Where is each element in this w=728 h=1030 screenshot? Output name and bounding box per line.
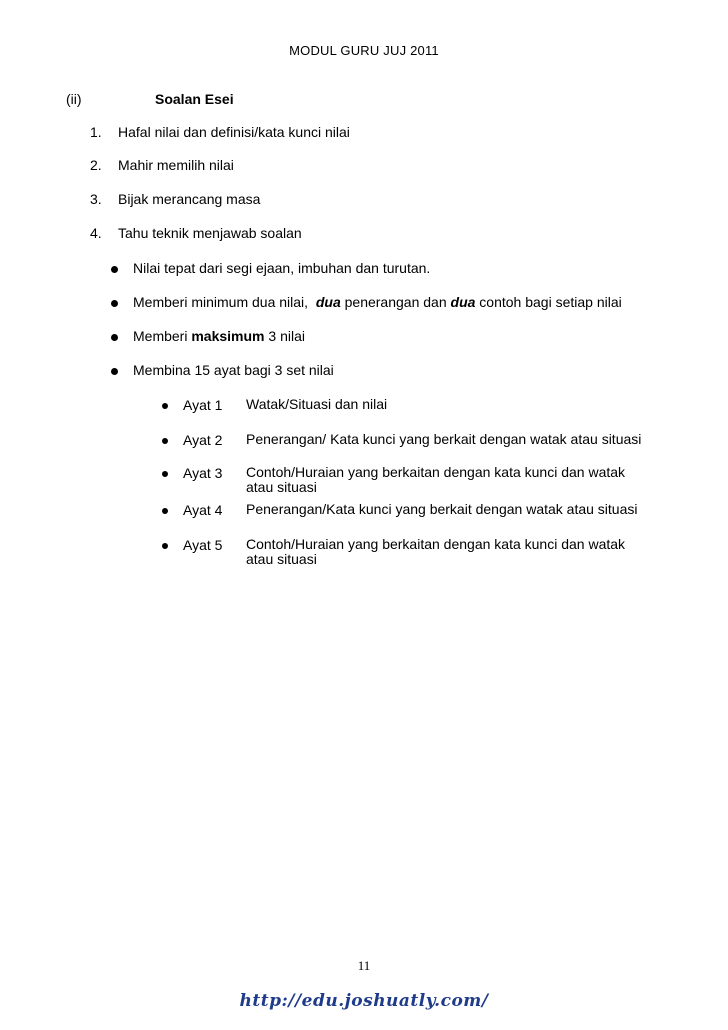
ayat-description: Contoh/Huraian yang berkaitan dengan kata kunci dan watak atau situasi [246, 464, 626, 495]
bullet-text-part: 3 nilai [268, 328, 305, 344]
ayat-description: Penerangan/Kata kunci yang berkait dengan watak atau situasi [246, 501, 638, 517]
list-number: 3. [90, 191, 102, 207]
ayat-description: Contoh/Huraian yang berkaitan dengan kata kunci dan watak atau situasi [246, 536, 626, 567]
bullet-icon [111, 368, 118, 375]
ayat-label: Ayat 2 [183, 432, 223, 448]
ayat-label: Ayat 5 [183, 537, 223, 553]
bullet-text: Membina 15 ayat bagi 3 set nilai [133, 362, 334, 378]
list-text: Bijak merancang masa [118, 191, 261, 207]
ayat-description: Watak/Situasi dan nilai [246, 396, 388, 412]
ayat-label: Ayat 3 [183, 465, 223, 481]
ayat-label: Ayat 1 [183, 397, 223, 413]
bullet-icon [162, 543, 168, 549]
list-text: Tahu teknik menjawab soalan [118, 225, 302, 241]
list-text: Mahir memilih nilai [118, 157, 234, 173]
bullet-text-part: penerangan dan [344, 294, 447, 310]
bullet-icon [111, 300, 118, 307]
bullet-emphasis: maksimum [191, 328, 265, 344]
bullet-text-part: contoh bagi setiap nilai [479, 294, 622, 310]
list-number: 1. [90, 124, 102, 140]
bullet-icon [162, 508, 168, 514]
page-header: MODUL GURU JUJ 2011 [289, 43, 439, 58]
bullet-icon [162, 471, 168, 477]
ayat-description: Penerangan/ Kata kunci yang berkait dengan watak atau situasi [246, 431, 642, 447]
bullet-icon [111, 266, 118, 273]
bullet-emphasis: dua [315, 294, 341, 310]
section-title: Soalan Esei [155, 91, 234, 107]
bullet-text [133, 328, 305, 345]
bullet-emphasis: dua [450, 294, 476, 310]
bullet-icon [162, 403, 168, 409]
list-text: Hafal nilai dan definisi/kata kunci nilai [118, 124, 350, 140]
list-number: 4. [90, 225, 102, 241]
section-number: (ii) [66, 91, 82, 107]
bullet-text: Nilai tepat dari segi ejaan, imbuhan dan turutan. [133, 260, 431, 276]
ayat-label: Ayat 4 [183, 502, 223, 518]
bullet-text-part: Memberi minimum dua nilai, [133, 294, 309, 310]
bullet-icon [162, 438, 168, 444]
bullet-text-part: Memberi [133, 328, 188, 344]
page-number: 11 [357, 958, 371, 973]
footer-link[interactable]: http://edu.joshuatly.com/ [239, 991, 489, 1011]
list-number: 2. [90, 157, 102, 173]
bullet-text [133, 294, 622, 311]
bullet-icon [111, 334, 118, 341]
